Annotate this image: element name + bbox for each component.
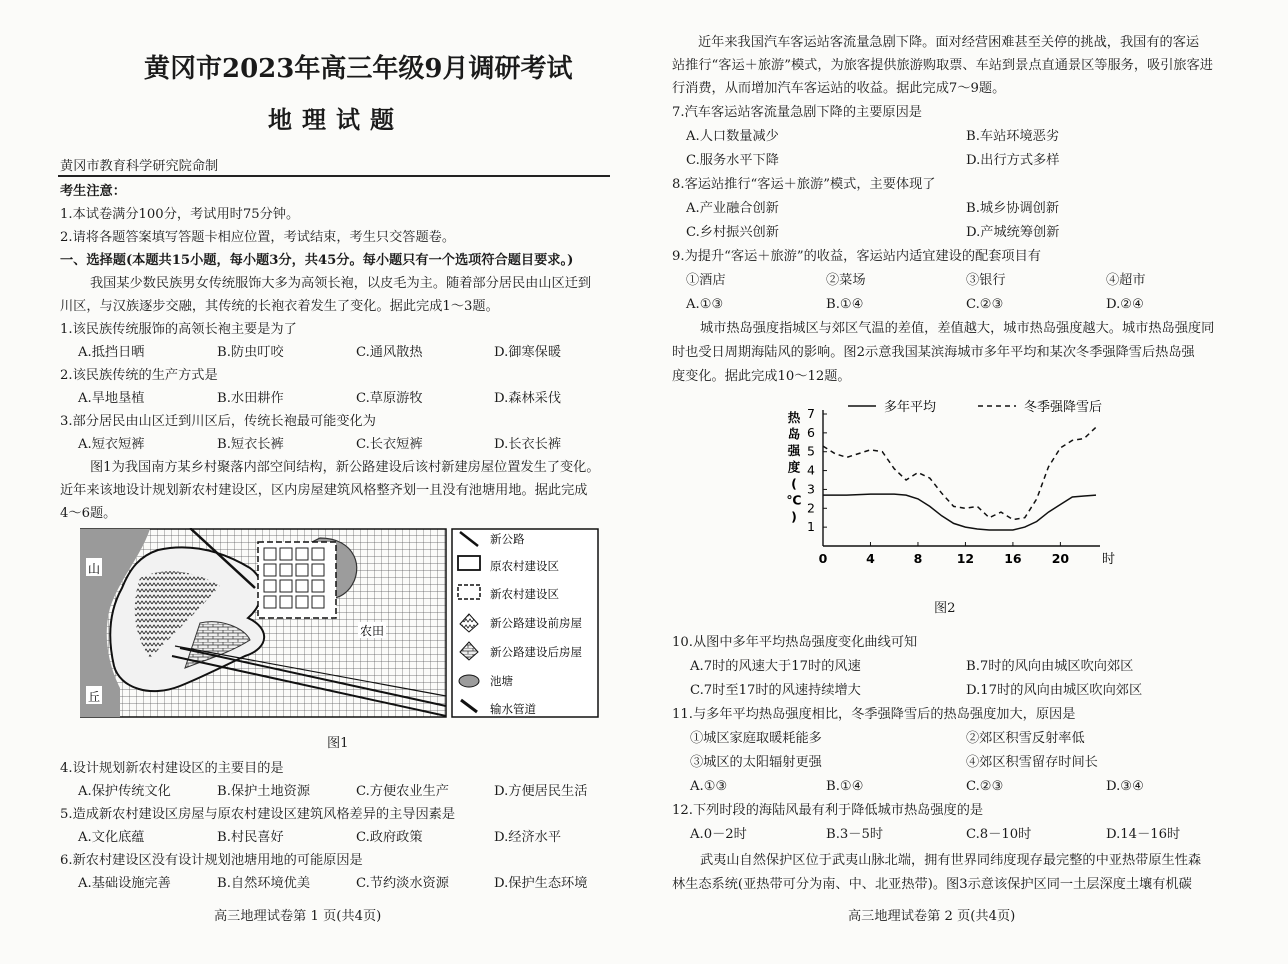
legend-new-symbol bbox=[458, 585, 480, 599]
y-tick-label: 6 bbox=[807, 424, 815, 440]
intro2-line-3: 4～6题。 bbox=[60, 506, 117, 521]
heat-island-chart bbox=[780, 392, 1120, 624]
intro2-line-2: 近年来该地设计规划新农村建设区，区内房屋建筑风格整齐划一且没有池塘用地。据此完成 bbox=[60, 483, 588, 498]
series-after-snowstorm bbox=[823, 427, 1096, 519]
notice-line-1: 1.本试卷满分100分，考试用时75分钟。 bbox=[60, 207, 300, 222]
q11-item-2: ②郊区积雪反射率低 bbox=[966, 731, 1085, 746]
q10-stem: 10.从图中多年平均热岛强度变化曲线可知 bbox=[672, 635, 918, 650]
q4-option-d[interactable]: D.方便居民生活 bbox=[494, 784, 588, 799]
y-tick-label: 5 bbox=[807, 443, 815, 459]
q11-item-4: ④郊区积雪留存时间长 bbox=[966, 755, 1098, 770]
map-label-farmland: 农田 bbox=[359, 624, 385, 638]
figure1-caption: 图1 bbox=[327, 736, 349, 751]
q8-option-c[interactable]: C.乡村振兴创新 bbox=[686, 225, 779, 240]
y-label-char: ℃ bbox=[786, 492, 802, 508]
intro4-line-3: 度变化。据此完成10～12题。 bbox=[672, 369, 851, 384]
intro1-line-2: 川区，与汉族逐步交融，其传统的长袍衣着发生了变化。据此完成1～3题。 bbox=[60, 299, 499, 314]
q6-option-c[interactable]: C.节约淡水资源 bbox=[356, 876, 449, 891]
legend-new-house: 新公路建设后房屋 bbox=[490, 645, 582, 659]
q10-option-b[interactable]: B.7时的风向由城区吹向郊区 bbox=[966, 659, 1134, 674]
y-label-char: ( bbox=[791, 476, 797, 491]
q9-option-d[interactable]: D.②④ bbox=[1106, 297, 1144, 312]
village-map-figure bbox=[80, 528, 600, 720]
section-title: 一、选择题 bbox=[60, 253, 126, 268]
q11-item-3: ③城区的太阳辐射更强 bbox=[690, 755, 822, 770]
q5-option-c[interactable]: C.政府政策 bbox=[356, 830, 423, 845]
q10-option-c[interactable]: C.7时至17时的风速持续增大 bbox=[690, 683, 861, 698]
y-tick-label: 1 bbox=[807, 519, 815, 535]
q8-stem: 8.客运站推行“客运＋旅游”模式，主要体现了 bbox=[672, 177, 936, 192]
exam-title: 黄冈市2023年高三年级9月调研考试 bbox=[144, 54, 573, 84]
q9-option-a[interactable]: A.①③ bbox=[686, 297, 724, 312]
q12-option-d[interactable]: D.14－16时 bbox=[1106, 827, 1181, 842]
q2-option-a[interactable]: A.旱地垦植 bbox=[78, 391, 145, 406]
map-label-hill: 丘 bbox=[87, 690, 101, 704]
y-label-char: 强 bbox=[787, 443, 801, 458]
legend-old-house: 新公路建设前房屋 bbox=[490, 616, 582, 630]
y-label-char: ) bbox=[791, 509, 797, 524]
publisher: 黄冈市教育科学研究院命制 bbox=[60, 159, 219, 174]
q9-item-3: ③银行 bbox=[966, 273, 1006, 288]
intro3-line-1: 近年来我国汽车客运站客流量急剧下降。面对经营困难甚至关停的挑战，我国有的客运 bbox=[698, 35, 1200, 50]
q3-option-d[interactable]: D.长衣长裤 bbox=[494, 437, 562, 452]
q1-option-d[interactable]: D.御寒保暖 bbox=[494, 345, 562, 360]
intro5-line-1: 武夷山自然保护区位于武夷山脉北端，拥有世界同纬度现存最完整的中亚热带原生性森 bbox=[700, 853, 1202, 868]
q3-option-c[interactable]: C.长衣短裤 bbox=[356, 437, 423, 452]
q2-option-b[interactable]: B.水田耕作 bbox=[217, 391, 284, 406]
q12-option-c[interactable]: C.8－10时 bbox=[966, 827, 1032, 842]
x-tick-label: 0 bbox=[818, 551, 828, 566]
q10-option-d[interactable]: D.17时的风向由城区吹向郊区 bbox=[966, 683, 1143, 698]
q6-option-d[interactable]: D.保护生态环境 bbox=[494, 876, 588, 891]
q3-option-b[interactable]: B.短衣长裤 bbox=[217, 437, 284, 452]
q3-stem: 3.部分居民由山区迁到川区后，传统长袍最可能变化为 bbox=[60, 414, 376, 429]
y-axis-label bbox=[786, 410, 801, 524]
q9-stem: 9.为提升“客运＋旅游”的收益，客运站内适宜建设的配套项目有 bbox=[672, 249, 1041, 264]
header-rule bbox=[58, 175, 610, 177]
legend-series-2: 冬季强降雪后 bbox=[1024, 400, 1103, 415]
y-tick-label: 3 bbox=[807, 481, 815, 497]
x-tick-label: 4 bbox=[866, 551, 875, 566]
intro1-line-1: 我国某少数民族男女传统服饰大多为高领长袍，以皮毛为主。随着部分居民由山区迁到 bbox=[90, 276, 592, 291]
q8-option-a[interactable]: A.产业融合创新 bbox=[686, 201, 779, 216]
q7-option-a[interactable]: A.人口数量减少 bbox=[686, 129, 779, 144]
q7-option-b[interactable]: B.车站环境恶劣 bbox=[966, 129, 1060, 144]
q9-item-2: ②菜场 bbox=[826, 273, 866, 288]
y-label-char: 度 bbox=[787, 459, 801, 475]
q7-stem: 7.汽车客运站客流量急剧下降的主要原因是 bbox=[672, 105, 922, 120]
q9-option-c[interactable]: C.②③ bbox=[966, 297, 1004, 312]
legend-pond-symbol bbox=[459, 675, 479, 687]
intro4-line-1: 城市热岛强度指城区与郊区气温的差值，差值越大，城市热岛强度越大。城市热岛强度同 bbox=[700, 321, 1215, 336]
y-tick-label: 4 bbox=[807, 462, 815, 478]
q5-stem: 5.造成新农村建设区房屋与原农村建设区建筑风格差异的主导因素是 bbox=[60, 807, 456, 822]
x-axis-unit: 时 bbox=[1102, 552, 1116, 567]
q1-option-b[interactable]: B.防虫叮咬 bbox=[217, 345, 284, 360]
q4-option-a[interactable]: A.保护传统文化 bbox=[78, 784, 171, 799]
q5-option-b[interactable]: B.村民喜好 bbox=[217, 830, 284, 845]
q2-stem: 2.该民族传统的生产方式是 bbox=[60, 368, 218, 383]
y-tick-label: 2 bbox=[807, 500, 815, 516]
series-multi-year-average bbox=[823, 494, 1096, 530]
q12-option-b[interactable]: B.3－5时 bbox=[826, 827, 884, 842]
q11-option-c[interactable]: C.②③ bbox=[966, 779, 1004, 794]
q7-option-d[interactable]: D.出行方式多样 bbox=[966, 153, 1060, 168]
q12-option-a[interactable]: A.0－2时 bbox=[690, 827, 747, 842]
q8-option-b[interactable]: B.城乡协调创新 bbox=[966, 201, 1060, 216]
intro4-line-2: 时也受日周期海陆风的影响。图2示意我国某滨海城市多年平均和某次冬季强降雪后热岛强 bbox=[672, 345, 1195, 360]
section-heading bbox=[60, 254, 573, 267]
q11-option-d[interactable]: D.③④ bbox=[1106, 779, 1144, 794]
q11-option-a[interactable]: A.①③ bbox=[690, 779, 728, 794]
q1-stem: 1.该民族传统服饰的高领长袍主要是为了 bbox=[60, 322, 297, 337]
legend-pond: 池塘 bbox=[490, 674, 513, 688]
legend-road: 新公路 bbox=[490, 532, 525, 546]
q10-option-a[interactable]: A.7时的风速大于17时的风速 bbox=[690, 659, 861, 674]
legend-original-symbol bbox=[458, 556, 480, 570]
map-label-mountain: 山 bbox=[87, 562, 101, 576]
y-label-char: 热 bbox=[787, 410, 801, 425]
legend-original: 原农村建设区 bbox=[490, 559, 559, 573]
legend-series-1: 多年平均 bbox=[884, 400, 937, 415]
q12-stem: 12.下列时段的海陆风最有利于降低城市热岛强度的是 bbox=[672, 803, 984, 818]
q11-item-1: ①城区家庭取暖耗能多 bbox=[690, 731, 822, 746]
q5-option-a[interactable]: A.文化底蕴 bbox=[78, 830, 145, 845]
q9-item-4: ④超市 bbox=[1106, 273, 1146, 288]
q6-option-a[interactable]: A.基础设施完善 bbox=[78, 876, 171, 891]
q9-option-b[interactable]: B.①④ bbox=[826, 297, 864, 312]
q1-option-a[interactable]: A.抵挡日晒 bbox=[78, 345, 145, 360]
intro5-line-2: 林生态系统(亚热带可分为南、中、北亚热带)。图3示意该保护区同一土层深度土壤有机碳 bbox=[672, 877, 1192, 892]
q6-option-b[interactable]: B.自然环境优美 bbox=[217, 876, 311, 891]
q5-option-d[interactable]: D.经济水平 bbox=[494, 830, 562, 845]
q8-option-d[interactable]: D.产城统筹创新 bbox=[966, 225, 1060, 240]
y-label-char: 岛 bbox=[787, 426, 801, 442]
legend-pipe: 输水管道 bbox=[490, 702, 536, 716]
subject-title: 地理试题 bbox=[268, 105, 404, 134]
q4-stem: 4.设计规划新农村建设区的主要目的是 bbox=[60, 761, 284, 776]
q4-option-c[interactable]: C.方便农业生产 bbox=[356, 784, 449, 799]
q2-option-c[interactable]: C.草原游牧 bbox=[356, 391, 423, 406]
q6-stem: 6.新农村建设区没有设计规划池塘用地的可能原因是 bbox=[60, 853, 363, 868]
x-tick-label: 12 bbox=[956, 551, 975, 566]
intro3-line-3: 行消费，从而增加汽车客运站的收益。据此完成7～9题。 bbox=[672, 81, 1006, 96]
page1-footer: 高三地理试卷第 1 页(共4页) bbox=[214, 909, 382, 924]
q2-option-d[interactable]: D.森林采伐 bbox=[494, 391, 562, 406]
q7-option-c[interactable]: C.服务水平下降 bbox=[686, 153, 779, 168]
q1-option-c[interactable]: C.通风散热 bbox=[356, 345, 423, 360]
q9-item-1: ①酒店 bbox=[686, 273, 726, 288]
chart-legend bbox=[848, 399, 1102, 415]
y-tick-label: 7 bbox=[807, 406, 815, 421]
page2-footer: 高三地理试卷第 2 页(共4页) bbox=[848, 909, 1016, 924]
legend-new: 新农村建设区 bbox=[490, 587, 559, 601]
intro3-line-2: 站推行“客运＋旅游”模式，为旅客提供旅游购取票、车站到景点直通景区等服务，吸引旅客进 bbox=[672, 58, 1213, 73]
q3-option-a[interactable]: A.短衣短裤 bbox=[78, 437, 145, 452]
intro2-line-1: 图1为我国南方某乡村聚落内部空间结构，新公路建设后该村新建房屋位置发生了变化。 bbox=[90, 460, 600, 475]
x-tick-label: 16 bbox=[1004, 551, 1022, 566]
figure2-caption: 图2 bbox=[934, 601, 956, 616]
section-note: (本题共15小题，每小题3分，共45分。每小题只有一个选项符合题目要求。) bbox=[125, 253, 574, 268]
x-tick-label: 20 bbox=[1051, 551, 1070, 566]
notice-line-2: 2.请将各题答案填写答题卡相应位置，考试结束，考生只交答题卷。 bbox=[60, 230, 456, 245]
q4-option-b[interactable]: B.保护土地资源 bbox=[217, 784, 311, 799]
q11-option-b[interactable]: B.①④ bbox=[826, 779, 864, 794]
x-tick-label: 8 bbox=[913, 551, 923, 566]
notice-heading: 考生注意： bbox=[60, 184, 126, 199]
q11-stem: 11.与多年平均热岛强度相比，冬季强降雪后的热岛强度加大，原因是 bbox=[672, 707, 1076, 722]
